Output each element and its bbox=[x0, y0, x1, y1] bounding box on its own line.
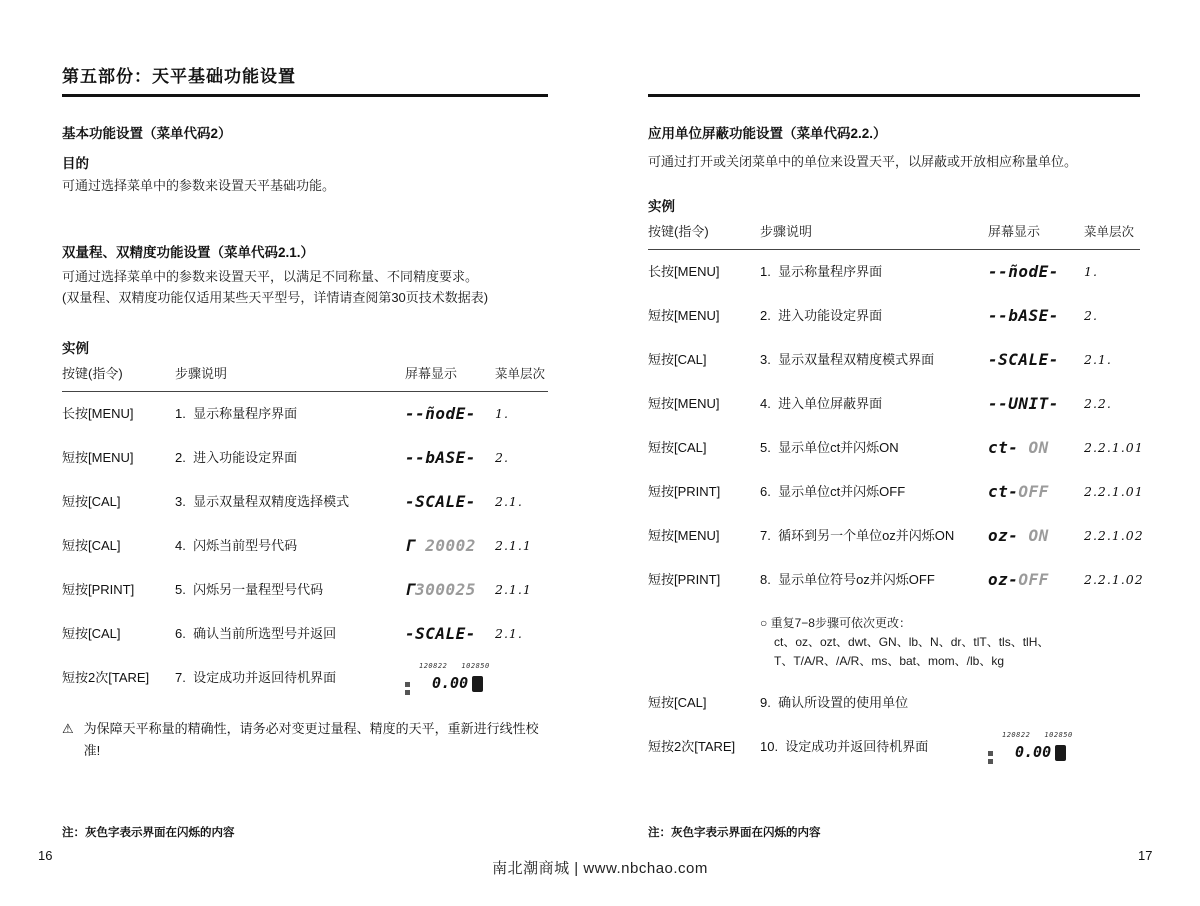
header-key: 按键(指令) bbox=[648, 224, 709, 239]
table-header bbox=[648, 222, 1140, 250]
row-key: 短按[MENU] bbox=[648, 396, 720, 412]
row-menu-level: 2.2. bbox=[1084, 396, 1112, 412]
row-step: 10. 设定成功并返回待机界面 bbox=[760, 739, 929, 755]
repeat-note bbox=[760, 614, 1140, 671]
page-title: 第五部份：天平基础功能设置 bbox=[62, 67, 296, 86]
row-step: 7. 设定成功并返回待机界面 bbox=[175, 670, 337, 686]
steps-table-extra bbox=[648, 681, 1140, 769]
unit-mask-text: 可通过打开或关闭菜单中的单位来设置天平，以屏蔽或开放相应称量单位。 bbox=[648, 154, 1078, 169]
screen-display bbox=[405, 490, 495, 515]
lcd-text: --UNIT- bbox=[988, 393, 1059, 413]
lcd-text: -SCALE- bbox=[405, 491, 476, 511]
row-step: 5. 显示单位ct并闪烁ON bbox=[760, 440, 899, 456]
table-row bbox=[648, 250, 1140, 294]
row-key: 短按[CAL] bbox=[62, 626, 121, 642]
row-menu-level: 1. bbox=[1084, 264, 1098, 280]
row-key: 短按[MENU] bbox=[648, 528, 720, 544]
table-row bbox=[648, 294, 1140, 338]
row-step: 1. 显示称量程序界面 bbox=[175, 406, 298, 422]
repeat-note-line2: ct、oz、ozt、dwt、GN、lb、N、dr、tlT、tls、tlH、 bbox=[774, 635, 1050, 650]
row-menu-level: 2.1.1 bbox=[495, 538, 532, 554]
standby-datetime: 120822 102850 bbox=[419, 661, 490, 670]
row-key: 短按[PRINT] bbox=[648, 572, 721, 588]
unit-indicator-icon bbox=[1055, 745, 1066, 761]
lcd-text: ct- bbox=[988, 437, 1029, 457]
header-key: 按键(指令) bbox=[62, 366, 123, 381]
lcd-text-flashing: ON bbox=[1028, 437, 1049, 457]
table-row bbox=[648, 470, 1144, 514]
lcd-text: --bASE- bbox=[988, 305, 1059, 325]
table-row bbox=[62, 480, 548, 524]
warning-block bbox=[62, 718, 548, 762]
standby-screen bbox=[988, 730, 1108, 765]
flash-note: 注：灰色字表示界面在闪烁的内容 bbox=[648, 827, 821, 839]
screen-display bbox=[988, 480, 1084, 505]
screen-display bbox=[405, 446, 495, 471]
lcd-text-flashing: ON bbox=[1028, 525, 1049, 545]
warning-icon: ⚠ bbox=[62, 721, 74, 737]
table-row bbox=[648, 558, 1144, 602]
row-key: 短按[CAL] bbox=[62, 494, 121, 510]
unit-indicator-icon bbox=[472, 676, 483, 692]
standby-screen bbox=[405, 661, 525, 696]
row-step: 3. 显示双量程双精度模式界面 bbox=[760, 352, 935, 368]
screen-display bbox=[988, 730, 1084, 765]
lcd-text-flashing: 300025 bbox=[415, 579, 476, 599]
row-step: 1. 显示称量程序界面 bbox=[760, 264, 883, 280]
table-row bbox=[62, 568, 548, 612]
row-step: 7. 循环到另一个单位oz并闪烁ON bbox=[760, 528, 955, 544]
row-key: 短按[PRINT] bbox=[62, 582, 135, 598]
purpose-text: 可通过选择菜单中的参数来设置天平基础功能。 bbox=[62, 178, 336, 193]
table-row bbox=[62, 436, 548, 480]
row-step: 8. 显示单位符号oz并闪烁OFF bbox=[760, 572, 935, 588]
lcd-text: ct- bbox=[988, 481, 1019, 501]
screen-display bbox=[405, 534, 495, 559]
row-menu-level: 2.1. bbox=[1084, 352, 1112, 368]
flash-note: 注：灰色字表示界面在闪烁的内容 bbox=[62, 827, 235, 839]
row-step: 2. 进入功能设定界面 bbox=[760, 308, 883, 324]
screen-display bbox=[988, 348, 1084, 373]
standby-value: 0.00 bbox=[1015, 743, 1052, 762]
table-row bbox=[648, 338, 1140, 382]
screen-display bbox=[405, 402, 495, 427]
header-level: 菜单层次 bbox=[495, 366, 546, 381]
row-key: 短按[CAL] bbox=[648, 352, 707, 368]
row-menu-level: 2.2.1.01 bbox=[1084, 440, 1144, 456]
page-number-right: 17 bbox=[1138, 848, 1153, 863]
lcd-text-flashing: 20002 bbox=[425, 535, 476, 555]
screen-display bbox=[988, 436, 1084, 461]
screen-display bbox=[405, 578, 495, 603]
row-key: 短按[MENU] bbox=[648, 308, 720, 324]
row-menu-level: 2.1. bbox=[495, 494, 523, 510]
status-indicator-icon bbox=[405, 682, 410, 687]
row-step: 3. 显示双量程双精度选择模式 bbox=[175, 494, 350, 510]
section-title-dual-range: 双量程、双精度功能设置（菜单代码2.1.） bbox=[62, 245, 315, 260]
steps-table bbox=[648, 250, 1144, 602]
row-menu-level: 1. bbox=[495, 406, 509, 422]
row-step: 4. 进入单位屏蔽界面 bbox=[760, 396, 883, 412]
row-key: 短按[PRINT] bbox=[648, 484, 721, 500]
screen-display bbox=[988, 304, 1084, 329]
row-key: 短按2次[TARE] bbox=[648, 739, 736, 755]
standby-datetime: 120822 102850 bbox=[1002, 730, 1073, 739]
row-step: 6. 确认当前所选型号并返回 bbox=[175, 626, 337, 642]
row-menu-level: 2. bbox=[495, 450, 509, 466]
lcd-text: -SCALE- bbox=[405, 623, 476, 643]
screen-display bbox=[405, 661, 495, 696]
repeat-note-line3: T、T/A/R、/A/R、ms、bat、mom、/lb、kg bbox=[774, 654, 1005, 669]
lcd-text: Γ bbox=[405, 535, 426, 555]
table-row bbox=[62, 656, 548, 700]
right-page bbox=[648, 125, 1144, 870]
title-rule-right bbox=[648, 94, 1140, 97]
standby-value: 0.00 bbox=[432, 674, 469, 693]
header-level: 菜单层次 bbox=[1084, 224, 1135, 239]
lcd-text: oz- bbox=[988, 569, 1019, 589]
table-row bbox=[648, 681, 1140, 725]
lcd-text: Γ bbox=[405, 579, 416, 599]
purpose-label: 目的 bbox=[62, 156, 89, 171]
table-row bbox=[648, 514, 1144, 558]
row-menu-level: 2.2.1.02 bbox=[1084, 528, 1144, 544]
dual-range-text-2: (双量程、双精度功能仅适用某些天平型号，详情请查阅第30页技术数据表) bbox=[62, 290, 489, 305]
row-key: 短按[MENU] bbox=[62, 450, 134, 466]
example-label: 实例 bbox=[648, 199, 675, 214]
screen-display bbox=[405, 622, 495, 647]
header-display: 屏幕显示 bbox=[988, 224, 1041, 239]
row-key: 短按[CAL] bbox=[648, 695, 707, 711]
row-key: 短按[CAL] bbox=[648, 440, 707, 456]
row-step: 5. 闪烁另一量程型号代码 bbox=[175, 582, 324, 598]
row-menu-level: 2. bbox=[1084, 308, 1098, 324]
section-title-unit-mask: 应用单位屏蔽功能设置（菜单代码2.2.） bbox=[648, 126, 887, 141]
warning-text: 为保障天平称量的精确性，请务必对变更过量程、精度的天平，重新进行线性校准! bbox=[83, 721, 539, 759]
section-title-basic: 基本功能设置（菜单代码2） bbox=[62, 126, 232, 141]
example-label: 实例 bbox=[62, 341, 89, 356]
table-header bbox=[62, 364, 548, 392]
header-step: 步骤说明 bbox=[175, 366, 228, 381]
row-step: 2. 进入功能设定界面 bbox=[175, 450, 298, 466]
lcd-text: -SCALE- bbox=[988, 349, 1059, 369]
table-row bbox=[648, 382, 1140, 426]
header-step: 步骤说明 bbox=[760, 224, 813, 239]
row-menu-level: 2.1. bbox=[495, 626, 523, 642]
table-row bbox=[62, 524, 548, 568]
row-key: 短按2次[TARE] bbox=[62, 670, 150, 686]
title-rule-left bbox=[62, 94, 548, 97]
row-step: 6. 显示单位ct并闪烁OFF bbox=[760, 484, 906, 500]
lcd-text: --ñodE- bbox=[405, 403, 476, 423]
lcd-text: --ñodE- bbox=[988, 261, 1059, 281]
screen-display bbox=[988, 524, 1084, 549]
repeat-note-line1: ○ 重复7−8步骤可依次更改： bbox=[760, 616, 911, 631]
table-row bbox=[62, 392, 548, 436]
screen-display bbox=[988, 568, 1084, 593]
row-menu-level: 2.1.1 bbox=[495, 582, 532, 598]
lcd-text: --bASE- bbox=[405, 447, 476, 467]
status-indicator-icon bbox=[988, 751, 993, 756]
row-key: 长按[MENU] bbox=[648, 264, 720, 280]
dual-range-text-1: 可通过选择菜单中的参数来设置天平，以满足不同称量、不同精度要求。 bbox=[62, 269, 479, 284]
lcd-text-flashing: OFF bbox=[1018, 569, 1049, 589]
table-row bbox=[648, 426, 1144, 470]
site-footer: 南北潮商城 | www.nbchao.com bbox=[492, 860, 708, 877]
lcd-text-flashing: OFF bbox=[1018, 481, 1049, 501]
table-row bbox=[648, 725, 1140, 769]
screen-display bbox=[988, 392, 1084, 417]
row-step: 4. 闪烁当前型号代码 bbox=[175, 538, 298, 554]
steps-table bbox=[62, 392, 548, 700]
lcd-text: oz- bbox=[988, 525, 1029, 545]
screen-display bbox=[988, 260, 1084, 285]
row-step: 9. 确认所设置的使用单位 bbox=[760, 695, 909, 711]
row-menu-level: 2.2.1.02 bbox=[1084, 572, 1144, 588]
row-key: 长按[MENU] bbox=[62, 406, 134, 422]
table-row bbox=[62, 612, 548, 656]
left-page bbox=[62, 125, 548, 870]
row-menu-level: 2.2.1.01 bbox=[1084, 484, 1144, 500]
page-number-left: 16 bbox=[38, 848, 53, 863]
header-display: 屏幕显示 bbox=[405, 366, 458, 381]
row-key: 短按[CAL] bbox=[62, 538, 121, 554]
